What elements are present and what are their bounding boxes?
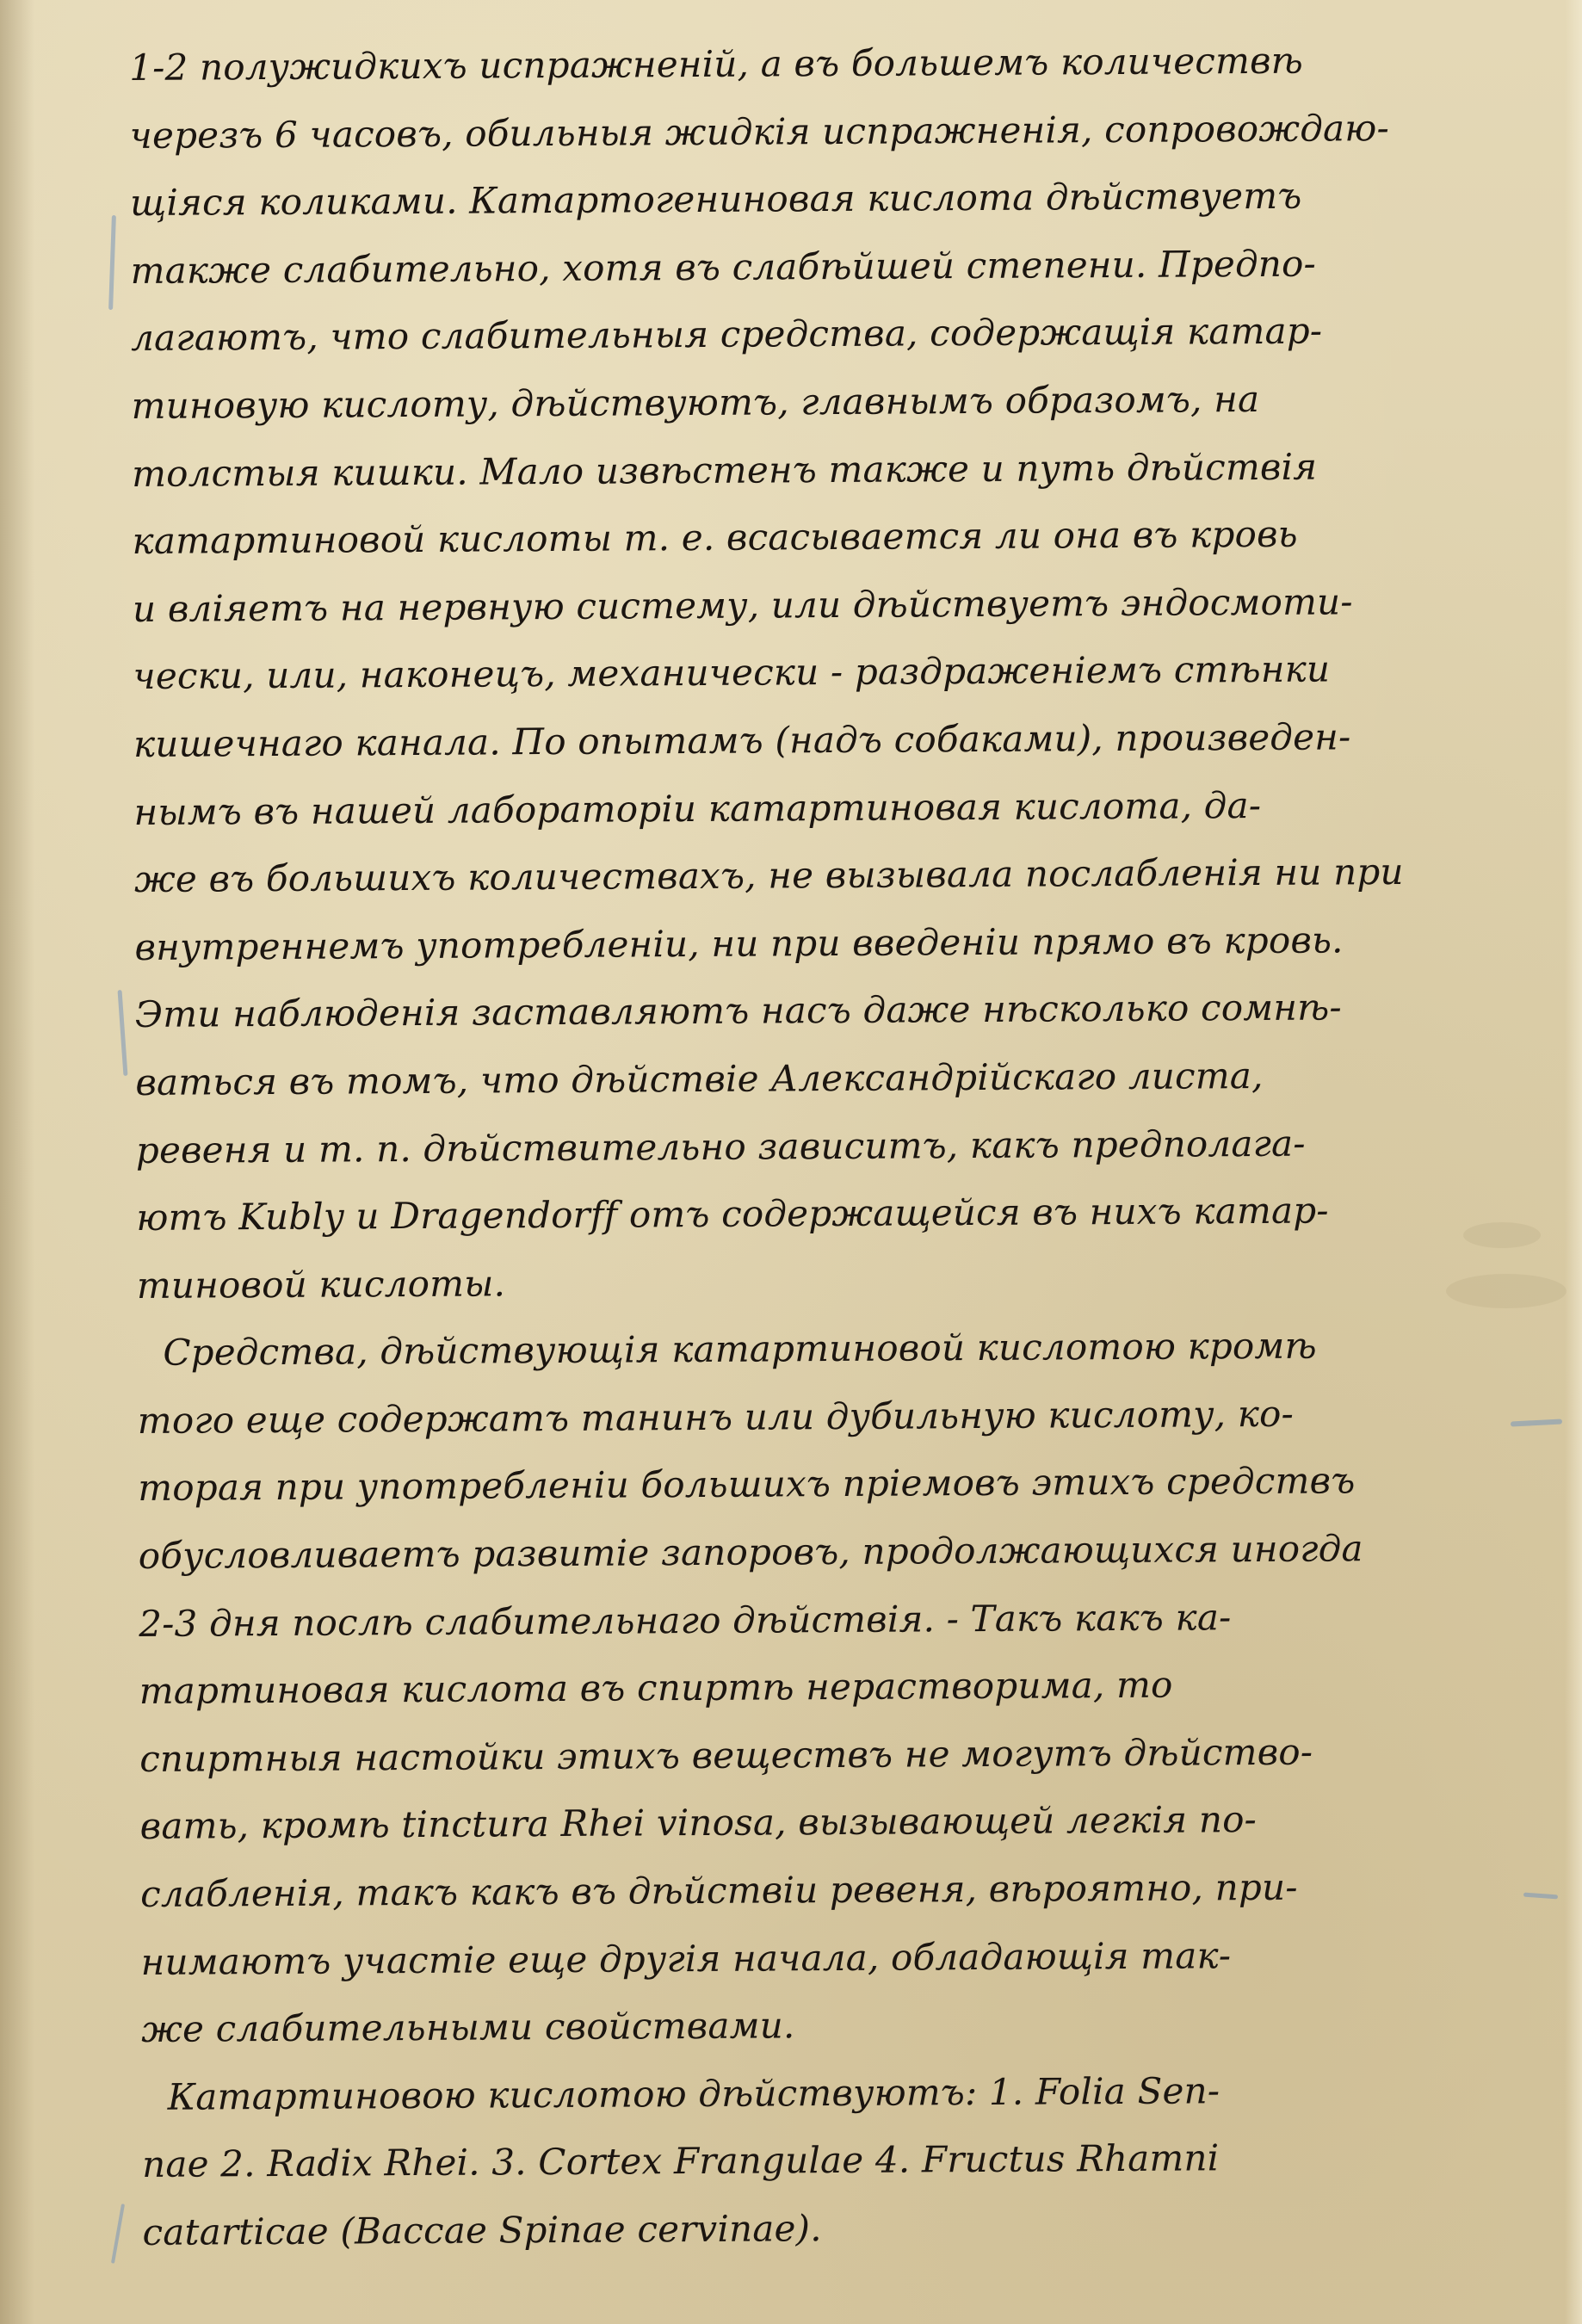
text-line: щіяся коликами. Катартогениновая кислота дѣйствуетъ bbox=[130, 174, 1302, 225]
text-line: nae 2. Radix Rhei. 3. Cortex Frangulae 4. Fructus Rhamni bbox=[141, 2136, 1220, 2186]
text-line: тиновую кислоту, дѣйствуютъ, главнымъ образомъ, на bbox=[131, 377, 1260, 427]
text-line: слабленія, такъ какъ въ дѣйствіи ревеня, вѣроятно, при- bbox=[140, 1865, 1298, 1915]
text-line: 2-3 дня послѣ слабительнаго дѣйствія. - Такъ какъ ка- bbox=[139, 1595, 1232, 1645]
text-line: также слабительно, хотя въ слабѣйшей степени. Предпо- bbox=[130, 242, 1317, 292]
text-line: же въ большихъ количествахъ, не вызывала послабленія ни при bbox=[133, 850, 1404, 901]
text-line: обусловливаетъ развитіе запоровъ, продолжающихся иногда bbox=[138, 1527, 1363, 1578]
paragraph-start-line: Средства, дѣйствующія катартиновой кислотою кромѣ bbox=[163, 1324, 1317, 1375]
blue-pencil-mark bbox=[111, 2203, 125, 2264]
text-line: вать, кромѣ tinctura Rhei vinosa, вызывающей легкія по- bbox=[139, 1798, 1258, 1848]
text-line: ютъ Kubly и Dragendorff отъ содержащейся въ нихъ катар- bbox=[136, 1189, 1329, 1239]
text-line: тиновой кислоты. bbox=[136, 1262, 506, 1307]
text-line: торая при употребленіи большихъ пріемовъ этихъ средствъ bbox=[138, 1459, 1356, 1510]
text-line: того еще содержатъ танинъ или дубильную кислоту, ко- bbox=[137, 1392, 1295, 1442]
text-line: внутреннемъ употребленіи, ни при введеніи прямо въ кровь. bbox=[134, 918, 1344, 968]
text-line: катартиновой кислоты т. е. всасывается ли она въ кровь bbox=[132, 512, 1298, 563]
text-line: 1-2 полужидкихъ испражненій, а въ большемъ количествѣ bbox=[129, 39, 1304, 89]
text-line: лагаютъ, что слабительныя средства, содержащія катар- bbox=[131, 309, 1323, 360]
text-line: же слабительными свойствами. bbox=[141, 2004, 795, 2051]
blue-pencil-mark bbox=[108, 215, 116, 310]
text-line: спиртныя настойки этихъ веществъ не могутъ дѣйство- bbox=[139, 1730, 1313, 1780]
handwritten-text bbox=[129, 26, 1554, 2267]
text-line: нымъ въ нашей лабораторіи катартиновая кислота, да- bbox=[133, 783, 1262, 833]
paragraph-start-line: Катартиновою кислотою дѣйствуютъ: 1. Folia Sen- bbox=[167, 2069, 1220, 2118]
text-line: тартиновая кислота въ спиртѣ нерастворима, то bbox=[139, 1663, 1173, 1713]
text-line: кишечнаго канала. По опытамъ (надъ собаками), произведен- bbox=[133, 715, 1351, 765]
text-line: толстыя кишки. Мало извѣстенъ также и путь дѣйствія bbox=[131, 445, 1318, 495]
text-line: черезъ 6 часовъ, обильныя жидкія испражненія, сопровождаю- bbox=[129, 106, 1390, 157]
text-line: Эти наблюденія заставляютъ насъ даже нѣсколько сомнѣ- bbox=[134, 986, 1342, 1036]
text-line: ваться въ томъ, что дѣйствіе Александрійскаго листа, bbox=[135, 1054, 1264, 1103]
text-line: чески, или, наконецъ, механически - раздраженіемъ стѣнки bbox=[133, 647, 1331, 698]
text-line: нимаютъ участіе еще другія начала, обладающія так- bbox=[140, 1933, 1232, 1983]
text-line: ревеня и т. п. дѣйствительно зависитъ, какъ предполага- bbox=[135, 1122, 1306, 1171]
blue-pencil-mark bbox=[118, 990, 128, 1076]
text-line: catarticae (Baccae Spinae cervinae). bbox=[142, 2207, 822, 2253]
text-line: и вліяетъ на нервную систему, или дѣйствуетъ эндосмоти- bbox=[132, 580, 1353, 630]
